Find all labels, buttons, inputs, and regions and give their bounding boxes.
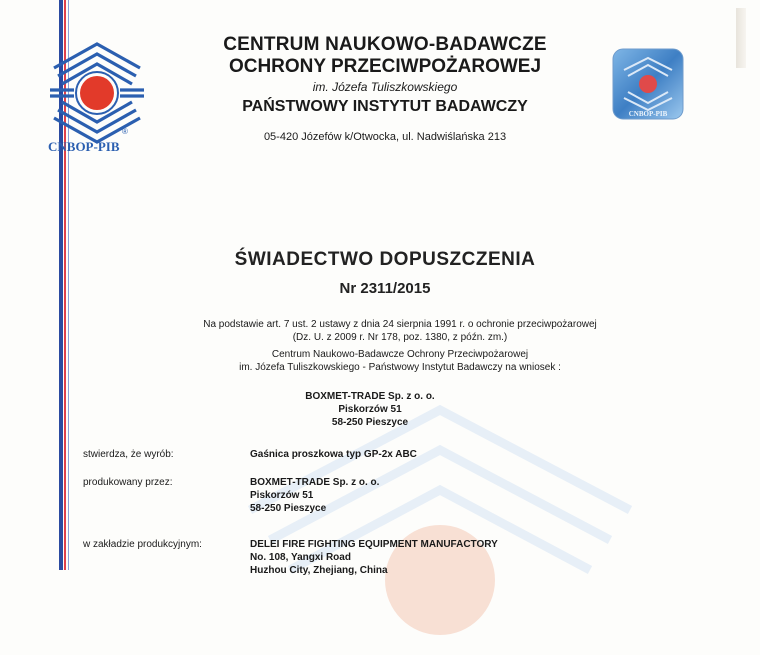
plant-block bbox=[250, 538, 498, 577]
legal-basis-line2: (Dz. U. z 2009 r. Nr 178, poz. 1380, z późn. zm.) bbox=[292, 332, 508, 343]
institute-patron: im. Józefa Tuliszkowskiego bbox=[312, 80, 458, 94]
applicant-city: 58-250 Pieszyce bbox=[331, 417, 409, 428]
producer-street: Piskorzów 51 bbox=[250, 490, 314, 501]
plant-city: Huzhou City, Zhejiang, China bbox=[250, 565, 388, 576]
hologram-badge bbox=[612, 48, 684, 120]
institute-address: 05-420 Józefów k/Otwocka, ul. Nadwiślańska 213 bbox=[263, 131, 507, 143]
institute-name-line2: OCHRONY PRZECIWPOŻAROWEJ bbox=[228, 56, 542, 77]
plant-label: w zakładzie produkcyjnym: bbox=[83, 539, 202, 550]
applicant-street: Piskorzów 51 bbox=[338, 404, 402, 415]
product-label: stwierdza, że wyrób: bbox=[83, 449, 174, 460]
logo-text: CNBOP-PIB bbox=[48, 139, 120, 154]
institute-status: PAŃSTWOWY INSTYTUT BADAWCZY bbox=[242, 98, 528, 115]
legal-basis-line1: Na podstawie art. 7 ust. 2 ustawy z dnia 24 sierpnia 1991 r. o ochronie przeciwpożarowej bbox=[203, 319, 597, 330]
issuer-line1: Centrum Naukowo-Badawcze Ochrony Przeciwpożarowej bbox=[271, 349, 529, 360]
issuer-line2: im. Józefa Tuliszkowskiego - Państwowy Instytut Badawczy na wniosek : bbox=[239, 362, 561, 373]
certificate-title: ŚWIADECTWO DOPUSZCZENIA bbox=[234, 249, 536, 270]
registered-mark: ® bbox=[122, 127, 128, 136]
producer-name: BOXMET-TRADE Sp. z o. o. bbox=[250, 477, 380, 488]
applicant-name: BOXMET-TRADE Sp. z o. o. bbox=[305, 391, 435, 402]
applicant-block bbox=[230, 390, 510, 429]
badge-text: CNBOP-PIB bbox=[628, 110, 668, 118]
cnbop-logo bbox=[48, 38, 146, 156]
plant-name: DELEI FIRE FIGHTING EQUIPMENT MANUFACTORY bbox=[250, 539, 498, 550]
plant-street: No. 108, Yangxi Road bbox=[250, 552, 351, 563]
legal-basis bbox=[100, 318, 700, 344]
product-value: Gaśnica proszkowa typ GP-2x ABC bbox=[250, 449, 417, 460]
producer-city: 58-250 Pieszyce bbox=[250, 503, 327, 514]
watermark-logo bbox=[230, 390, 650, 650]
certificate-number: Nr 2311/2015 bbox=[339, 280, 431, 297]
institute-name-line1: CENTRUM NAUKOWO-BADAWCZE bbox=[223, 34, 547, 55]
paper-edge bbox=[736, 8, 746, 68]
issuer bbox=[100, 348, 700, 374]
producer-label: produkowany przez: bbox=[83, 477, 173, 488]
producer-block bbox=[250, 476, 379, 515]
